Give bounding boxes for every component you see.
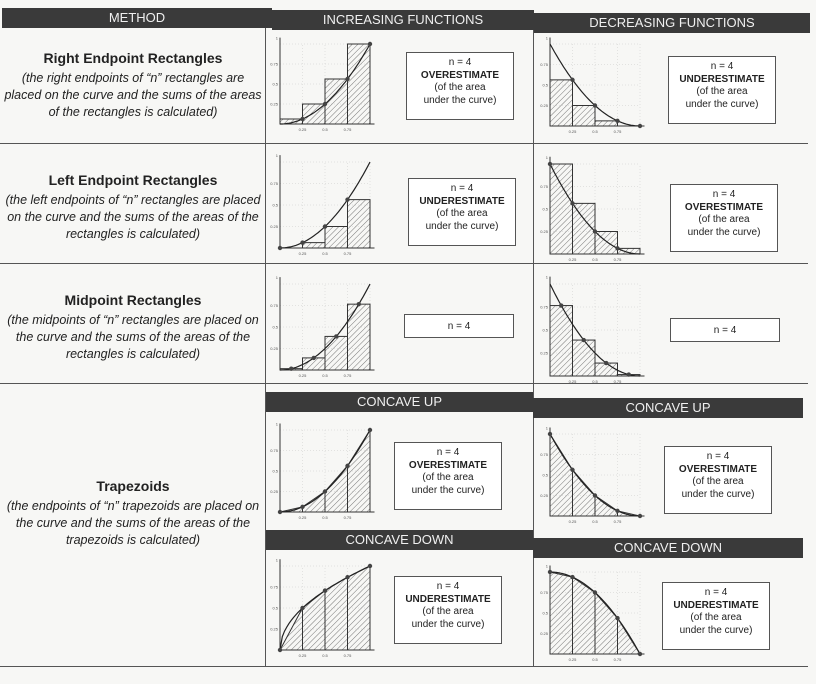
sample-point <box>323 102 327 106</box>
row-divider <box>0 263 808 264</box>
verdict-label: OVERESTIMATE <box>420 69 500 81</box>
sample-point <box>289 366 293 370</box>
verdict-label: UNDERESTIMATE <box>673 599 759 611</box>
result-box-trapezoid-down-decreasing <box>662 582 770 650</box>
sample-point <box>548 162 552 166</box>
y-tick-label: 0.25 <box>270 346 278 351</box>
method-title: Right Endpoint Rectangles <box>43 50 223 66</box>
x-tick-label: 0.75 <box>613 657 622 662</box>
sample-point <box>570 201 574 205</box>
rectangle <box>303 243 326 248</box>
subheader-concave-down-decreasing: CONCAVE DOWN <box>533 538 803 558</box>
rectangle <box>325 336 348 370</box>
sample-point <box>334 334 338 338</box>
sample-point <box>638 124 642 128</box>
sample-point <box>548 432 552 436</box>
method-description: (the endpoints of “n” trapezoids are placed on the curve and the sums of the areas of the trapezoids is calculated) <box>6 499 260 547</box>
y-tick-label: 0.5 <box>272 324 278 330</box>
x-tick-label: 0.75 <box>613 257 622 262</box>
result-box-trapezoid-up-decreasing <box>664 446 772 514</box>
y-tick-label: 0.5 <box>542 82 548 88</box>
x-tick-label: 0.5 <box>592 379 598 384</box>
trapezoid <box>595 593 618 655</box>
y-tick-label: 0.75 <box>270 61 278 67</box>
y-tick-label: 0.75 <box>270 448 278 453</box>
sample-point <box>345 464 349 468</box>
x-tick-label: 0.5 <box>322 515 328 520</box>
y-tick-label: 0.25 <box>270 101 278 107</box>
x-tick-label: 0.75 <box>343 653 352 658</box>
note-label: under the curve) <box>685 98 759 110</box>
x-tick-label: 0.25 <box>568 257 577 262</box>
y-tick-label: 0.5 <box>272 202 278 208</box>
sample-point <box>593 229 597 233</box>
n-label: n = 4 <box>447 321 471 332</box>
note-label: under the curve) <box>411 484 485 496</box>
result-box-left-increasing <box>408 178 516 246</box>
sample-point <box>300 240 304 244</box>
verdict-label: UNDERESTIMATE <box>405 593 491 605</box>
header-decreasing: DECREASING FUNCTIONS <box>534 13 810 33</box>
n-label: n = 4 <box>710 61 734 72</box>
y-tick-label: 0.25 <box>540 350 548 356</box>
note-label: (of the area <box>698 214 750 225</box>
graph-left-decreasing <box>538 152 650 264</box>
y-tick-label: 0.5 <box>272 468 278 474</box>
x-tick-label: 0.75 <box>613 379 622 384</box>
y-tick-label: 0.5 <box>272 605 278 611</box>
note-label: (of the area <box>422 606 474 617</box>
rectangle <box>573 340 596 376</box>
n-label: n = 4 <box>713 325 737 336</box>
sample-point <box>615 509 619 513</box>
y-top-label: 1 <box>545 425 548 431</box>
n-label: n = 4 <box>436 581 460 592</box>
y-tick-label: 0.25 <box>540 493 548 498</box>
graph-midpoint-decreasing <box>538 272 650 386</box>
graph-trapezoid-down-decreasing <box>538 560 650 664</box>
sample-point <box>570 78 574 82</box>
y-tick-label: 0.25 <box>540 103 548 108</box>
x-tick-label: 0.25 <box>298 653 307 658</box>
graph-right-decreasing <box>538 32 650 136</box>
method-trapezoids <box>4 478 262 549</box>
column-divider <box>533 30 534 666</box>
x-tick-label: 0.5 <box>592 129 598 134</box>
sample-point <box>559 303 563 307</box>
y-tick-label: 0.25 <box>270 224 278 229</box>
x-tick-label: 0.25 <box>568 129 577 134</box>
y-tick-label: 0.75 <box>270 181 278 186</box>
y-tick-label: 0.75 <box>270 584 278 590</box>
note-label: under the curve) <box>687 226 761 238</box>
y-tick-label: 0.75 <box>270 303 278 308</box>
method-title: Left Endpoint Rectangles <box>48 172 218 188</box>
rectangle <box>550 306 573 376</box>
x-tick-label: 0.25 <box>568 519 577 524</box>
result-box-trapezoid-up-increasing <box>394 442 502 510</box>
n-label: n = 4 <box>450 183 474 194</box>
x-tick-label: 0.25 <box>568 379 577 384</box>
n-label: n = 4 <box>436 447 460 458</box>
header-increasing: INCREASING FUNCTIONS <box>272 10 534 30</box>
y-tick-label: 0.75 <box>540 62 548 67</box>
sample-point <box>368 564 372 568</box>
rectangle <box>550 80 573 126</box>
y-tick-label: 0.5 <box>542 206 548 212</box>
sample-point <box>582 338 586 342</box>
sample-point <box>323 224 327 228</box>
x-tick-label: 0.25 <box>298 251 307 256</box>
y-tick-label: 0.25 <box>270 489 278 494</box>
method-description: (the left endpoints of “n” rectangles are placed on the curve and the sums of the areas of the rectangles is calculated) <box>5 193 261 241</box>
method-midpoint <box>4 292 262 363</box>
y-tick-label: 0.75 <box>540 304 548 310</box>
trapezoid <box>348 430 371 512</box>
sample-point <box>278 510 282 514</box>
graph-left-increasing <box>268 150 380 258</box>
graph-trapezoid-down-increasing <box>268 554 380 660</box>
rectangle <box>595 121 618 126</box>
result-box-midpoint-decreasing <box>670 318 780 342</box>
note-label: (of the area <box>692 476 744 487</box>
x-tick-label: 0.5 <box>322 373 328 378</box>
rectangle <box>550 164 573 254</box>
subheader-concave-up-increasing: CONCAVE UP <box>266 392 533 412</box>
x-tick-label: 0.75 <box>343 515 352 520</box>
verdict-label: OVERESTIMATE <box>408 459 488 471</box>
x-tick-label: 0.25 <box>568 657 577 662</box>
rectangle <box>573 106 596 127</box>
y-tick-label: 0.75 <box>540 184 548 189</box>
note-label: (of the area <box>690 612 742 623</box>
method-right-endpoint <box>4 50 262 121</box>
sample-point <box>323 588 327 592</box>
sample-point <box>300 117 304 121</box>
n-label: n = 4 <box>704 587 728 598</box>
row-divider <box>0 383 808 384</box>
header-method: METHOD <box>2 8 272 28</box>
graph-right-increasing <box>268 32 380 134</box>
y-tick-label: 0.75 <box>540 590 548 595</box>
method-description: (the midpoints of “n” rectangles are placed on the curve and the sums of the areas of the rectangles is calculated) <box>7 313 259 361</box>
y-top-label: 1 <box>275 153 278 159</box>
sample-point <box>570 468 574 472</box>
rectangle <box>348 200 371 248</box>
sample-point <box>345 575 349 579</box>
y-tick-label: 0.25 <box>540 631 548 636</box>
x-tick-label: 0.5 <box>592 657 598 662</box>
x-tick-label: 0.5 <box>322 251 328 256</box>
sample-point <box>615 616 619 620</box>
sample-point <box>345 197 349 201</box>
sample-point <box>300 606 304 610</box>
subheader-concave-down-increasing: CONCAVE DOWN <box>266 530 533 550</box>
y-top-label: 1 <box>275 557 278 563</box>
method-title: Midpoint Rectangles <box>64 292 202 308</box>
sample-point <box>368 428 372 432</box>
verdict-label: OVERESTIMATE <box>684 201 764 213</box>
trapezoid <box>550 572 573 654</box>
sample-point <box>638 514 642 518</box>
row-divider <box>0 666 808 667</box>
row-divider <box>0 143 808 144</box>
sample-point <box>312 356 316 360</box>
y-tick-label: 0.25 <box>540 229 548 234</box>
result-box-trapezoid-down-increasing <box>394 576 502 644</box>
sample-point <box>638 652 642 656</box>
x-tick-label: 0.75 <box>613 129 622 134</box>
y-tick-label: 0.75 <box>540 452 548 457</box>
sample-point <box>278 648 282 652</box>
graph-trapezoid-up-decreasing <box>538 422 650 526</box>
x-tick-label: 0.75 <box>343 373 352 378</box>
y-top-label: 1 <box>545 274 548 280</box>
sample-point <box>615 119 619 123</box>
rectangle <box>348 304 371 370</box>
graph-midpoint-increasing <box>268 272 380 380</box>
note-label: (of the area <box>434 82 486 93</box>
note-label: under the curve) <box>679 624 753 636</box>
y-top-label: 1 <box>545 35 548 41</box>
sample-point <box>593 590 597 594</box>
note-label: under the curve) <box>423 94 497 106</box>
sample-point <box>323 489 327 493</box>
sample-point <box>615 246 619 250</box>
y-tick-label: 0.5 <box>542 327 548 333</box>
verdict-label: UNDERESTIMATE <box>419 195 505 207</box>
note-label: (of the area <box>696 86 748 97</box>
x-tick-label: 0.75 <box>343 251 352 256</box>
y-top-label: 1 <box>545 154 548 160</box>
method-description: (the right endpoints of “n” rectangles are placed on the curve and the sums of the areas of the rectangles is calculated) <box>4 71 262 119</box>
x-tick-label: 0.75 <box>613 519 622 524</box>
sample-point <box>368 42 372 46</box>
y-tick-label: 0.5 <box>542 610 548 616</box>
sample-point <box>278 246 282 250</box>
sample-point <box>593 103 597 107</box>
y-top-label: 1 <box>275 35 278 41</box>
note-label: (of the area <box>422 472 474 483</box>
sample-point <box>345 77 349 81</box>
result-box-right-increasing <box>406 52 514 120</box>
note-label: under the curve) <box>411 618 485 630</box>
sample-point <box>604 361 608 365</box>
y-tick-label: 0.5 <box>272 81 278 87</box>
trapezoid <box>348 566 371 650</box>
x-tick-label: 0.5 <box>322 127 328 132</box>
y-top-label: 1 <box>275 421 278 427</box>
x-tick-label: 0.5 <box>322 653 328 658</box>
rectangle <box>348 44 371 124</box>
sample-point <box>548 570 552 574</box>
sample-point <box>593 493 597 497</box>
trapezoid <box>550 434 573 516</box>
x-tick-label: 0.5 <box>592 257 598 262</box>
subheader-concave-up-decreasing: CONCAVE UP <box>533 398 803 418</box>
x-tick-label: 0.75 <box>343 127 352 132</box>
result-box-left-decreasing <box>670 184 778 252</box>
trapezoid <box>573 577 596 654</box>
verdict-label: OVERESTIMATE <box>678 463 758 475</box>
result-box-midpoint-increasing <box>404 314 514 338</box>
x-tick-label: 0.25 <box>298 127 307 132</box>
y-tick-label: 0.25 <box>270 626 278 632</box>
x-tick-label: 0.5 <box>592 519 598 524</box>
y-top-label: 1 <box>545 563 548 569</box>
x-tick-label: 0.25 <box>298 515 307 520</box>
note-label: under the curve) <box>425 220 499 232</box>
y-top-label: 1 <box>275 275 278 281</box>
n-label: n = 4 <box>706 451 730 462</box>
verdict-label: UNDERESTIMATE <box>679 73 765 85</box>
y-tick-label: 0.5 <box>542 472 548 478</box>
result-box-right-decreasing <box>668 56 776 124</box>
graph-trapezoid-up-increasing <box>268 418 380 522</box>
trapezoid <box>303 591 326 650</box>
n-label: n = 4 <box>712 189 736 200</box>
sample-point <box>300 505 304 509</box>
method-title: Trapezoids <box>96 478 170 494</box>
method-left-endpoint <box>4 172 262 243</box>
column-divider <box>265 28 266 666</box>
rectangle <box>325 227 348 249</box>
n-label: n = 4 <box>448 57 472 68</box>
x-tick-label: 0.25 <box>298 373 307 378</box>
note-label: under the curve) <box>681 488 755 500</box>
sample-point <box>570 575 574 579</box>
sample-point <box>627 372 631 376</box>
sample-point <box>357 302 361 306</box>
note-label: (of the area <box>436 208 488 219</box>
